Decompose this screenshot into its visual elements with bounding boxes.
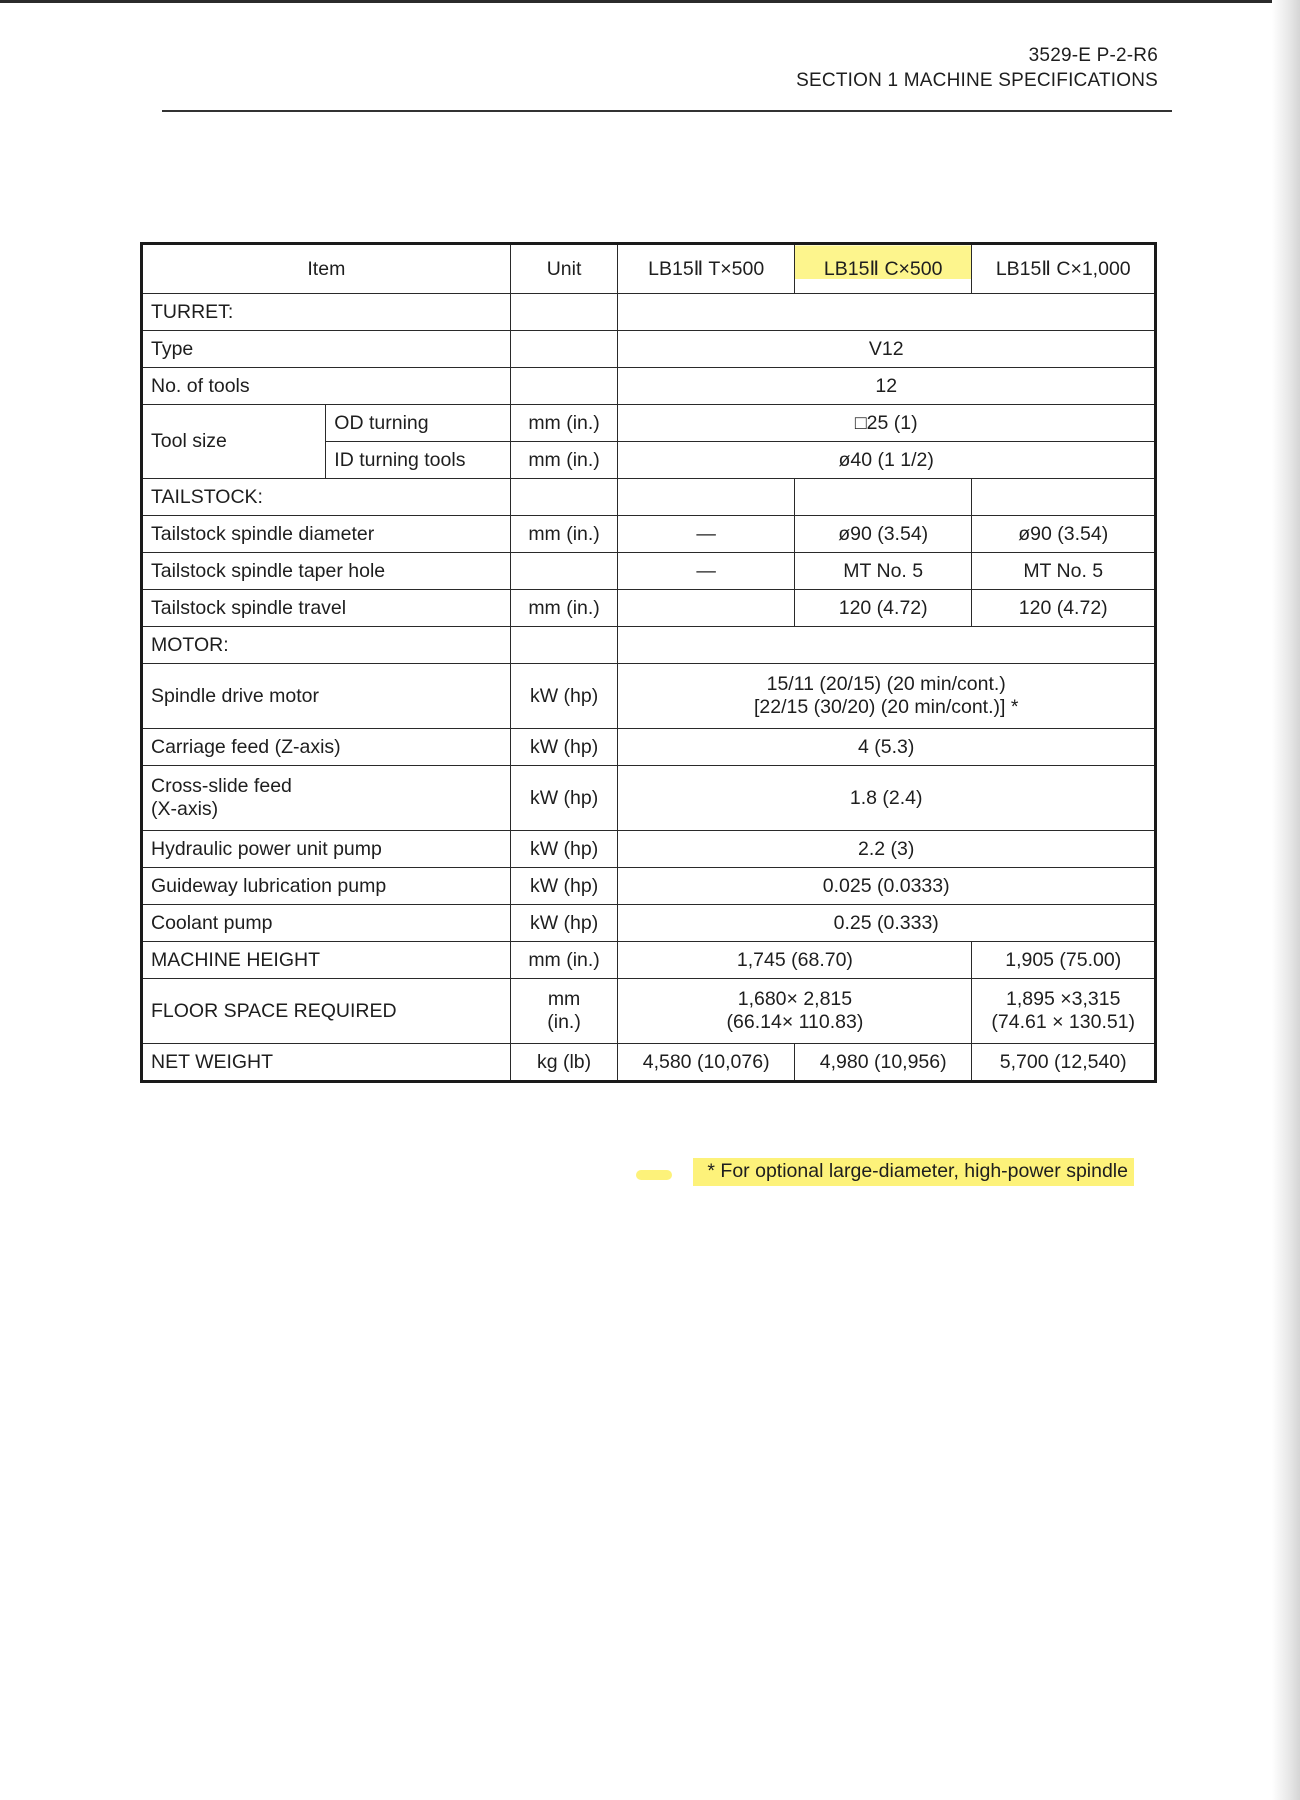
table-row	[142, 905, 1156, 942]
header-model-c500-label: LB15Ⅱ C×500	[823, 258, 943, 280]
tailstock-diameter-c500: ø90 (3.54)	[794, 516, 972, 553]
guideway-pump-label: Guideway lubrication pump	[142, 868, 511, 905]
tailstock-taper-label: Tailstock spindle taper hole	[142, 553, 511, 590]
table-header-row	[142, 244, 1156, 294]
table-row	[142, 1044, 1156, 1082]
cross-slide-label	[142, 766, 511, 831]
spindle-motor-label: Spindle drive motor	[142, 664, 511, 729]
floor-space-500-line2: (66.14× 110.83)	[726, 1011, 864, 1033]
empty-cell	[510, 479, 618, 516]
tailstock-diameter-unit: mm (in.)	[510, 516, 618, 553]
cross-slide-label-line2: (X-axis)	[151, 798, 219, 820]
tool-size-label: Tool size	[142, 405, 326, 479]
tailstock-diameter-t500: —	[618, 516, 795, 553]
table-row	[142, 294, 1156, 331]
header-item: Item	[142, 244, 511, 294]
net-weight-unit: kg (lb)	[510, 1044, 618, 1082]
guideway-pump-value: 0.025 (0.0333)	[618, 868, 1156, 905]
table-row	[142, 979, 1156, 1044]
empty-cell	[618, 479, 795, 516]
specifications-table	[140, 242, 1157, 1083]
machine-height-500: 1,745 (68.70)	[618, 942, 972, 979]
tailstock-section-label: TAILSTOCK:	[142, 479, 511, 516]
net-weight-c500: 4,980 (10,956)	[794, 1044, 972, 1082]
page-top-edge	[0, 0, 1300, 3]
floor-space-unit-line1: mm	[547, 988, 581, 1010]
header-rule	[162, 110, 1172, 112]
header-unit: Unit	[510, 244, 618, 294]
od-turning-unit: mm (in.)	[510, 405, 618, 442]
carriage-feed-value: 4 (5.3)	[618, 729, 1156, 766]
table-row	[142, 479, 1156, 516]
empty-cell	[510, 294, 618, 331]
spindle-motor-value	[618, 664, 1156, 729]
section-title: SECTION 1 MACHINE SPECIFICATIONS	[796, 70, 1158, 91]
tailstock-diameter-c1000: ø90 (3.54)	[972, 516, 1156, 553]
floor-space-unit-line2: (in.)	[547, 1011, 581, 1033]
empty-cell	[972, 479, 1156, 516]
table-row	[142, 942, 1156, 979]
floor-space-1000-line1: 1,895 ×3,315	[1006, 988, 1121, 1010]
id-turning-label: ID turning tools	[326, 442, 510, 479]
od-turning-label: OD turning	[326, 405, 510, 442]
tools-count-label: No. of tools	[142, 368, 511, 405]
empty-cell	[794, 479, 972, 516]
tailstock-travel-c500: 120 (4.72)	[794, 590, 972, 627]
table-row	[142, 368, 1156, 405]
cross-slide-label-line1: Cross-slide feed	[151, 775, 292, 797]
net-weight-t500: 4,580 (10,076)	[618, 1044, 795, 1082]
floor-space-1000-line2: (74.61 × 130.51)	[991, 1011, 1136, 1033]
turret-section-label: TURRET:	[142, 294, 511, 331]
guideway-pump-unit: kW (hp)	[510, 868, 618, 905]
table-row	[142, 664, 1156, 729]
table-row	[142, 868, 1156, 905]
empty-cell	[618, 590, 795, 627]
table-row	[142, 553, 1156, 590]
net-weight-label: NET WEIGHT	[142, 1044, 511, 1082]
table-row	[142, 590, 1156, 627]
net-weight-c1000: 5,700 (12,540)	[972, 1044, 1156, 1082]
spindle-motor-value-line1: 15/11 (20/15) (20 min/cont.)	[766, 673, 1006, 695]
tailstock-travel-unit: mm (in.)	[510, 590, 618, 627]
table-row	[142, 831, 1156, 868]
hydraulic-pump-unit: kW (hp)	[510, 831, 618, 868]
tailstock-diameter-label: Tailstock spindle diameter	[142, 516, 511, 553]
document-code: 3529-E P-2-R6	[1028, 45, 1158, 66]
empty-cell	[618, 627, 1156, 664]
hydraulic-pump-label: Hydraulic power unit pump	[142, 831, 511, 868]
turret-type-value: V12	[618, 331, 1156, 368]
floor-space-500-line1: 1,680× 2,815	[737, 988, 853, 1010]
empty-cell	[618, 294, 1156, 331]
turret-type-label: Type	[142, 331, 511, 368]
empty-cell	[510, 368, 618, 405]
table-row	[142, 405, 1156, 442]
table-row	[142, 627, 1156, 664]
carriage-feed-label: Carriage feed (Z-axis)	[142, 729, 511, 766]
spindle-motor-unit: kW (hp)	[510, 664, 618, 729]
tailstock-taper-c1000: MT No. 5	[972, 553, 1156, 590]
empty-cell	[510, 553, 618, 590]
cross-slide-value: 1.8 (2.4)	[618, 766, 1156, 831]
empty-cell	[510, 627, 618, 664]
tailstock-taper-c500: MT No. 5	[794, 553, 972, 590]
id-turning-unit: mm (in.)	[510, 442, 618, 479]
tailstock-travel-label: Tailstock spindle travel	[142, 590, 511, 627]
floor-space-unit	[510, 979, 618, 1044]
coolant-pump-label: Coolant pump	[142, 905, 511, 942]
machine-height-unit: mm (in.)	[510, 942, 618, 979]
carriage-feed-unit: kW (hp)	[510, 729, 618, 766]
machine-height-label: MACHINE HEIGHT	[142, 942, 511, 979]
tools-count-value: 12	[618, 368, 1156, 405]
od-turning-value: □25 (1)	[618, 405, 1156, 442]
empty-cell	[510, 331, 618, 368]
table-row	[142, 729, 1156, 766]
hydraulic-pump-value: 2.2 (3)	[618, 831, 1156, 868]
coolant-pump-value: 0.25 (0.333)	[618, 905, 1156, 942]
page-right-shadow	[1272, 0, 1300, 1800]
floor-space-500	[618, 979, 972, 1044]
coolant-pump-unit: kW (hp)	[510, 905, 618, 942]
table-row	[142, 766, 1156, 831]
cross-slide-unit: kW (hp)	[510, 766, 618, 831]
header-model-t500: LB15Ⅱ T×500	[618, 244, 795, 294]
id-turning-value: ø40 (1 1/2)	[618, 442, 1156, 479]
floor-space-1000	[972, 979, 1156, 1044]
footnote: * For optional large-diameter, high-power spindle	[693, 1158, 1134, 1186]
header-model-c1000: LB15Ⅱ C×1,000	[972, 244, 1156, 294]
highlighter-mark	[636, 1170, 672, 1180]
table-row	[142, 331, 1156, 368]
tailstock-taper-t500: —	[618, 553, 795, 590]
machine-height-1000: 1,905 (75.00)	[972, 942, 1156, 979]
motor-section-label: MOTOR:	[142, 627, 511, 664]
spindle-motor-value-line2: [22/15 (30/20) (20 min/cont.)] *	[753, 696, 1019, 718]
table-row	[142, 516, 1156, 553]
floor-space-label: FLOOR SPACE REQUIRED	[142, 979, 511, 1044]
header-model-c500	[794, 244, 972, 294]
tailstock-travel-c1000: 120 (4.72)	[972, 590, 1156, 627]
